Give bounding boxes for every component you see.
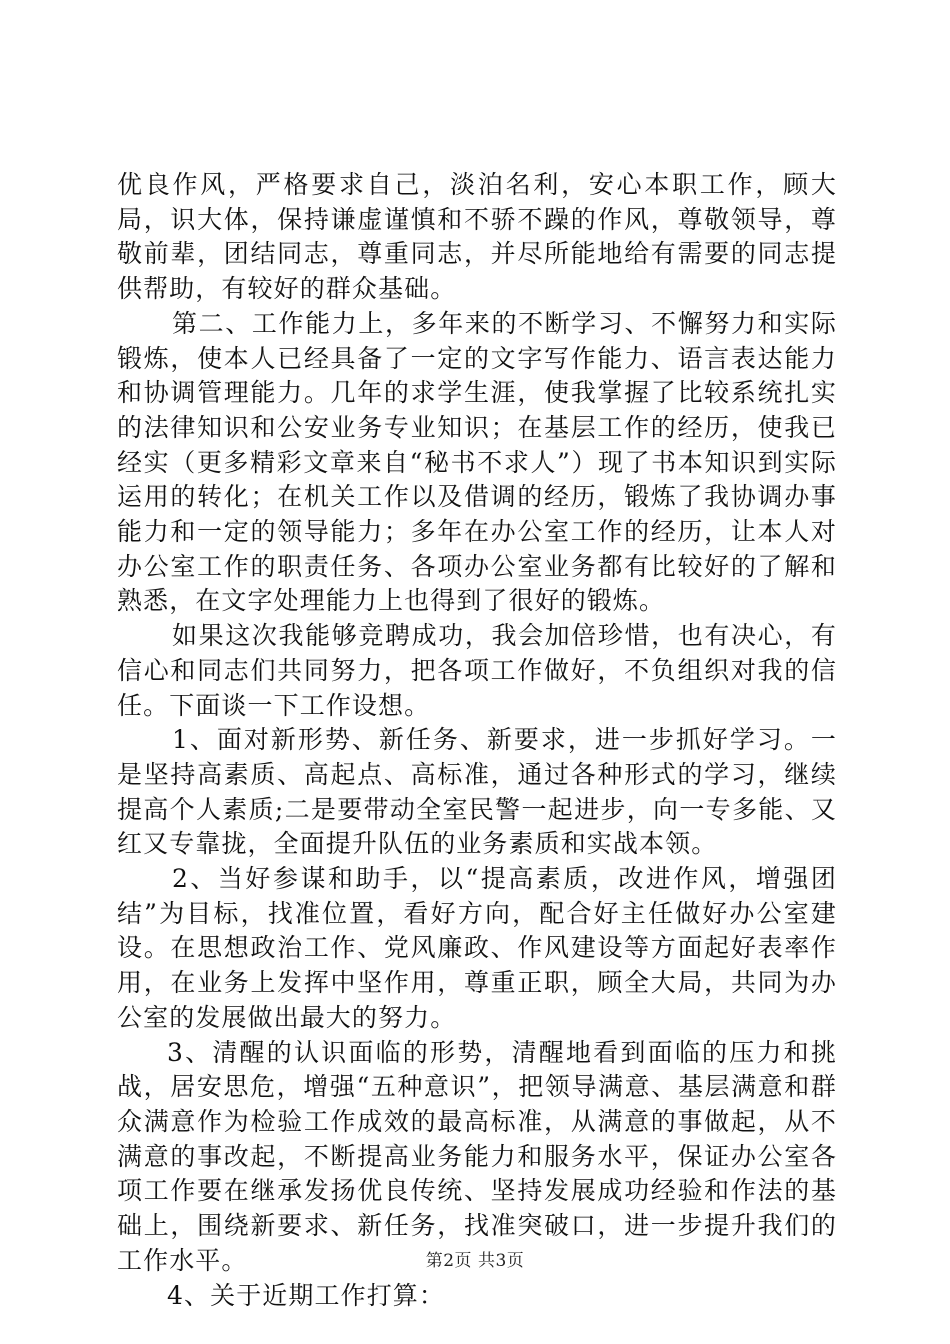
page-number-footer: 第2页 共3页 bbox=[425, 1251, 525, 1271]
paragraph-4: 1、面对新形势、新任务、新要求，进一步抓好学习。一是坚持高素质、高起点、高标准，通过各种形式的学习，继续提高个人素质;二是要带动全室民警一起进步，向一专多能、又红又专靠拢，全面提升队伍的业务素质和实战本领。 bbox=[117, 725, 837, 859]
paragraph-7: 4、关于近期工作打算： bbox=[167, 1280, 446, 1310]
paragraph-2: 第二、工作能力上，多年来的不断学习、不懈努力和实际锻炼，使本人已经具备了一定的文字写作能力、语言表达能力和协调管理能力。几年的求学生涯，使我掌握了比较系统扎实的法律知识和公安业务专业知识；在基层工作的经历，使我已经实（更多精彩文章来自“秘书不求人”）现了书本知识到实际运用的转化；在机关工作以及借调的经历，锻炼了我协调办事能力和一定的领导能力；多年在办公室工作的经历，让本人对办公室工作的职责任务、各项办公室业务都有比较好的了解和熟悉，在文字处理能力上也得到了很好的锻炼。 bbox=[117, 308, 837, 616]
paragraph-1: 优良作风，严格要求自己，淡泊名利，安心本职工作，顾大局，识大体，保持谦虚谨慎和不骄不躁的作风，尊敬领导，尊敬前辈，团结同志，尊重同志，并尽所能地给有需要的同志提供帮助，有较好的群众基础。 bbox=[117, 170, 837, 304]
paragraph-5: 2、当好参谋和助手，以“提高素质，改进作风，增强团结”为目标，找准位置，看好方向，配合好主任做好办公室建设。在思想政治工作、党风廉政、作风建设等方面起好表率作用，在业务上发挥中坚作用，尊重正职，顾全大局，共同为办公室的发展做出最大的努力。 bbox=[117, 864, 837, 1032]
document-body bbox=[117, 168, 837, 1313]
paragraph-6: 3、清醒的认识面临的形势，清醒地看到面临的压力和挑战，居安思危，增强“五种意识”，把领导满意、基层满意和群众满意作为检验工作成效的最高标准，从满意的事做起，从不满意的事改起，不断提高业务能力和服务水平，保证办公室各项工作要在继承发扬优良传统、坚持发展成功经验和作法的基础上，围绕新要求、新任务，找准突破口，进一步提升我们的工作水平。 bbox=[117, 1037, 837, 1275]
paragraph-3: 如果这次我能够竞聘成功，我会加倍珍惜，也有决心，有信心和同志们共同努力，把各项工作做好，不负组织对我的信任。下面谈一下工作设想。 bbox=[117, 621, 837, 720]
